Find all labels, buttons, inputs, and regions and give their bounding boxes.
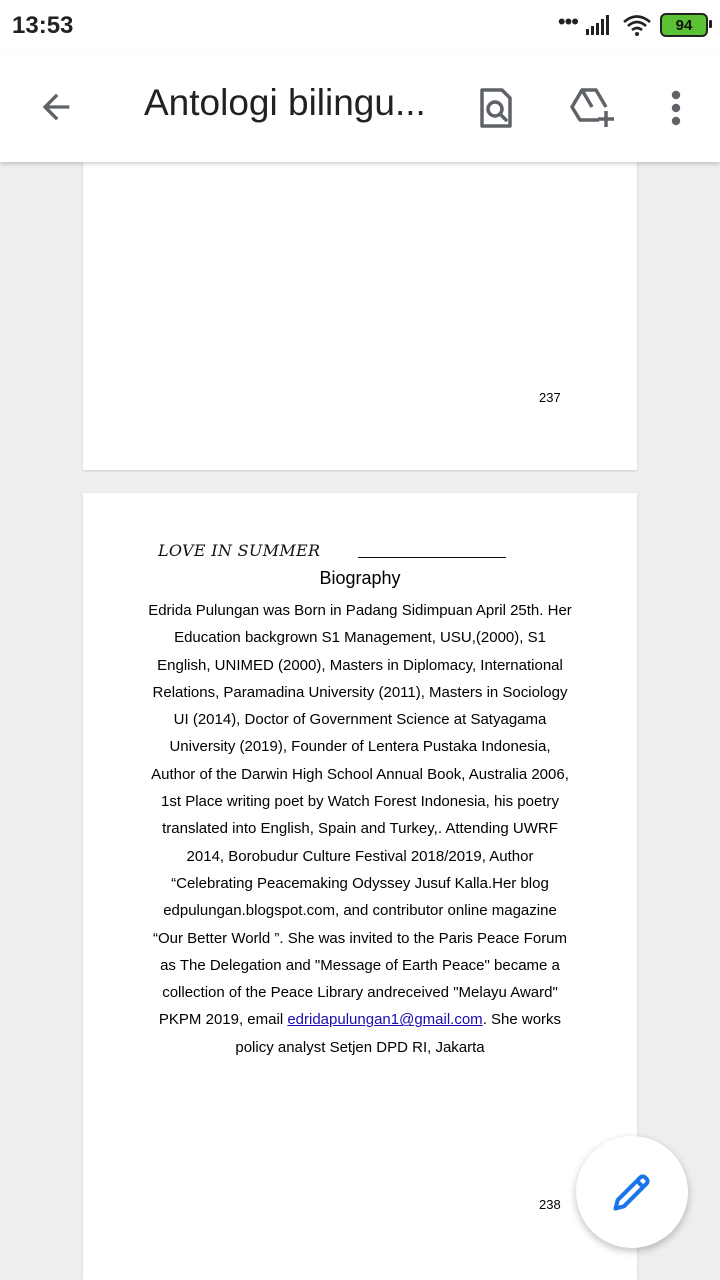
arrow-back-icon — [36, 87, 76, 127]
battery-indicator: 94 — [660, 13, 708, 37]
header-title: LOVE IN SUMMER — [158, 541, 321, 560]
bio-text-part2: . She works policy analyst Setjen DPD RI, Jakarta — [235, 1011, 562, 1056]
biography-text — [148, 597, 572, 1061]
biography-heading: Biography — [319, 568, 401, 588]
add-to-drive-icon — [568, 86, 616, 130]
wifi-icon — [622, 14, 652, 36]
status-time: 13:53 — [12, 12, 74, 39]
email-link[interactable]: edridapulungan1@gmail.com — [287, 1011, 483, 1029]
pencil-edit-icon — [610, 1170, 654, 1214]
status-icons — [558, 10, 708, 40]
back-button[interactable] — [32, 83, 80, 131]
more-notifications-icon: ••• — [557, 9, 578, 34]
page-number: 238 — [539, 1197, 561, 1212]
more-options-button[interactable] — [648, 80, 704, 136]
page-number: 237 — [539, 390, 561, 405]
add-to-drive-button[interactable] — [564, 80, 620, 136]
document-title: Antologi bilingu... — [144, 82, 426, 123]
header-underline — [358, 557, 506, 558]
status-bar — [0, 0, 720, 52]
document-page-237 — [83, 120, 637, 470]
more-vert-icon — [670, 90, 682, 126]
document-page-238 — [83, 493, 637, 1280]
app-bar — [0, 52, 720, 162]
bio-text-part1: Edrida Pulungan was Born in Padang Sidimpuan April 25th. Her Education backgrown S1 Management, USU,(2000), S1 English, UNIMED (2000), Masters in Diplomacy, International Relations, Paramadina University (2011), Masters in Sociology UI (2014), Doctor of Government Science at Satyagama University (2019), Founder of Lentera Pustaka Indonesia, Author of the Darwin High School Annual Book, Australia 2006, 1st Place writing poet by Watch Forest Indonesia, his poetry translated into English, Spain and Turkey,. Attending UWRF 2014, Borobudur Culture Festival 2018/2019, Author “Celebrating Peacemaking Odyssey Jusuf Kalla.Her blog edpulungan.blogspot.com, and contributor online magazine “Our Better World ”. She was invited to the Paris Peace Forum as The Delegation and "Message of Earth Peace" became a collection of the Peace Library andreceived "Melayu Award" PKPM 2019, email — [148, 602, 572, 1029]
page-header — [158, 541, 558, 561]
signal-icon — [586, 15, 614, 35]
edit-fab-button[interactable] — [576, 1136, 688, 1248]
find-in-document-icon — [476, 86, 516, 130]
find-in-document-button[interactable] — [468, 80, 524, 136]
